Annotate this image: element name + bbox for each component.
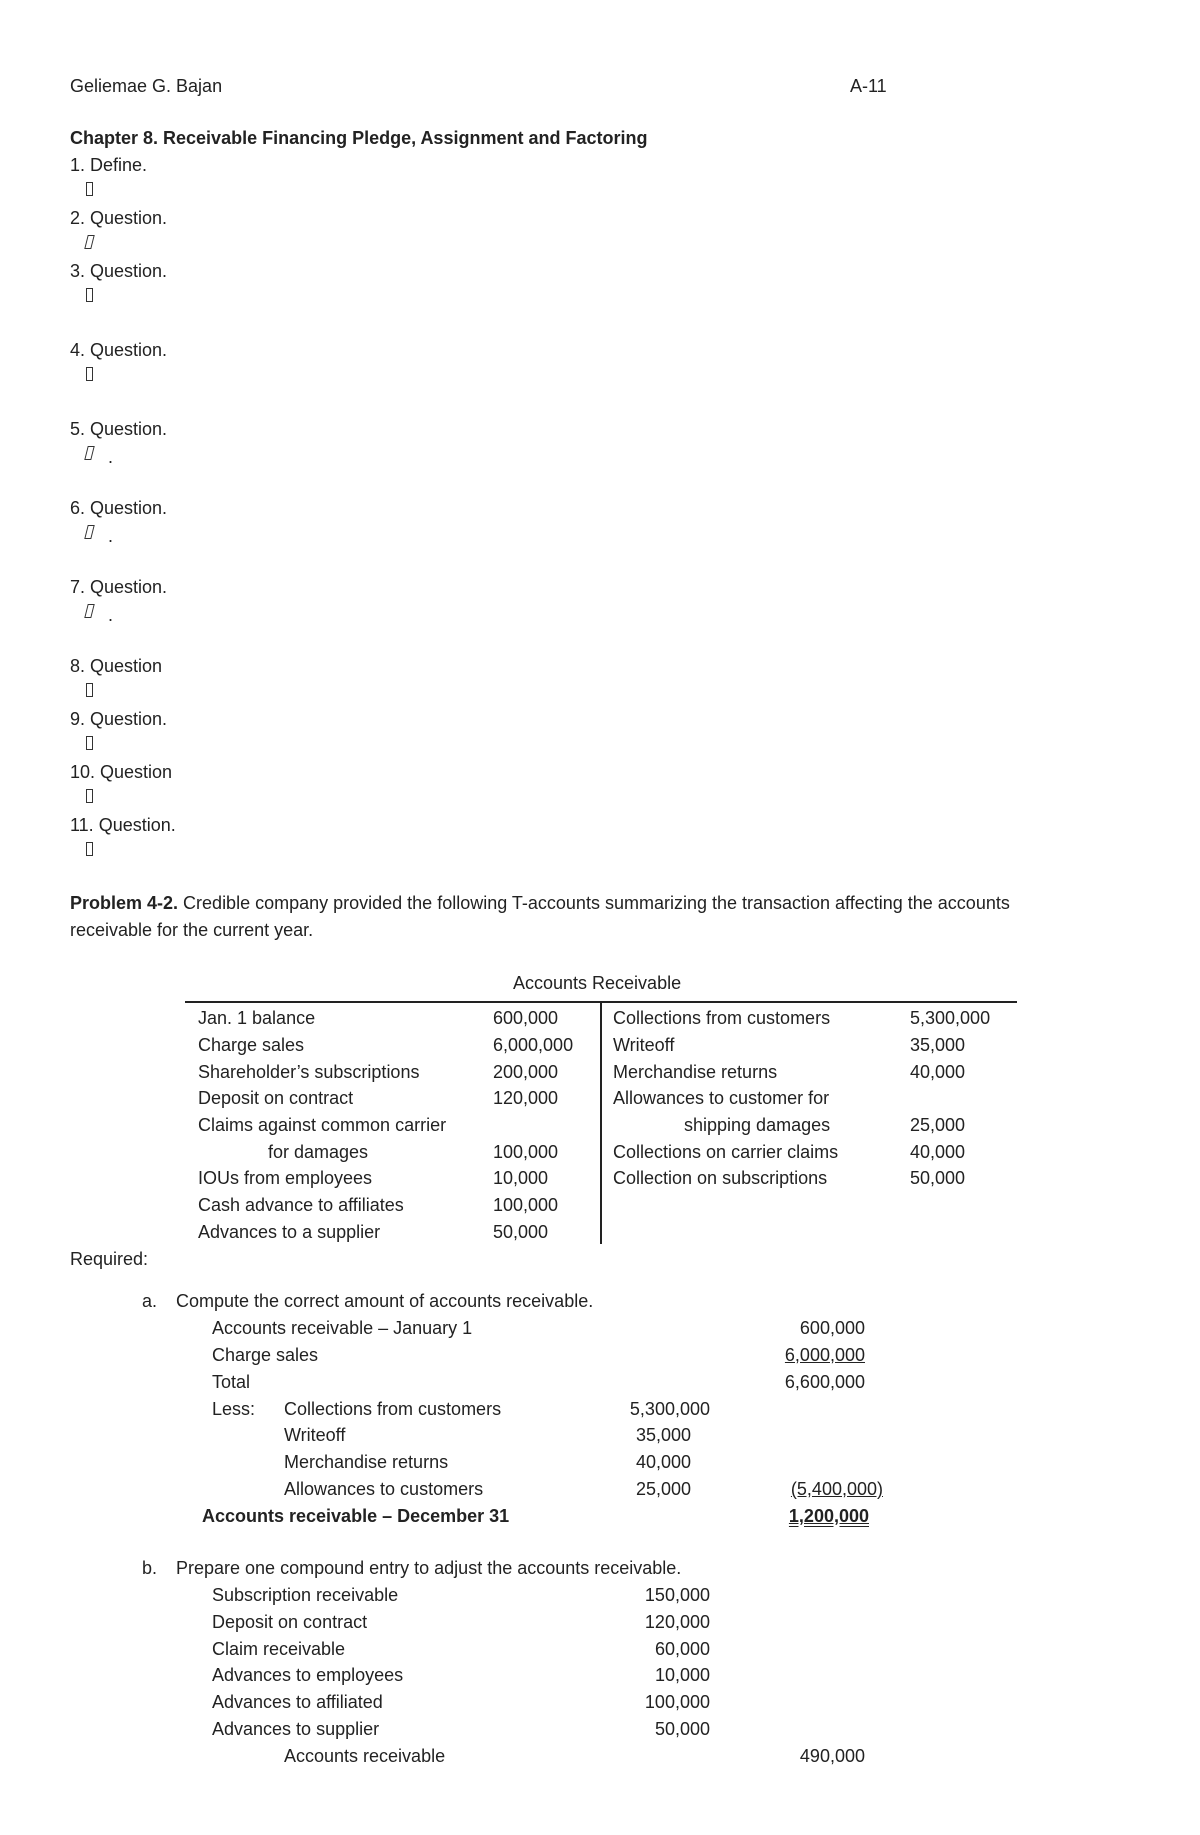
- problem-statement-line2: receivable for the current year.: [70, 920, 314, 940]
- question-7-label: 7. Question.: [70, 577, 168, 597]
- entry-debit-amount: 60,000: [654, 1639, 710, 1659]
- t-credit-label: Allowances to customer for: [613, 1088, 830, 1108]
- answer-bullet-icon: [86, 443, 93, 465]
- part-a-letter: a.: [142, 1291, 158, 1311]
- deduction-amount: 5,300,000: [629, 1399, 710, 1419]
- answer-bullet-icon: [86, 364, 93, 386]
- t-credit-label: Collections from customers: [613, 1008, 831, 1028]
- answer-bullet-icon: [86, 232, 93, 254]
- charge-sales-amount: 6,000,000: [784, 1345, 865, 1365]
- question-8-label: 8. Question: [70, 656, 163, 676]
- deduction-amount: 25,000: [636, 1479, 692, 1499]
- ar-jan-amount: 600,000: [799, 1318, 865, 1338]
- chapter-title: Chapter 8. Receivable Financing Pledge, Assignment and Factoring: [70, 128, 648, 148]
- entry-credit-label: Accounts receivable: [284, 1746, 446, 1766]
- deduction-amount: 35,000: [636, 1425, 692, 1445]
- answer-period: .: [108, 605, 114, 625]
- t-debit-label: Charge sales: [198, 1035, 305, 1055]
- t-debit-amount: 6,000,000: [493, 1035, 574, 1055]
- deduction-label: Writeoff: [284, 1425, 346, 1445]
- entry-debit-label: Claim receivable: [212, 1639, 346, 1659]
- answer-bullet-icon: [86, 839, 93, 861]
- problem-text: Credible company provided the following T-accounts summarizing the transaction affecting the accounts: [178, 893, 1010, 913]
- t-debit-label: Advances to a supplier: [198, 1222, 381, 1242]
- entry-debit-amount: 150,000: [644, 1585, 710, 1605]
- question-3-label: 3. Question.: [70, 261, 168, 281]
- t-account-title: Accounts Receivable: [513, 973, 682, 993]
- part-b-title: Prepare one compound entry to adjust the accounts receivable.: [176, 1558, 682, 1578]
- deduction-label: Merchandise returns: [284, 1452, 449, 1472]
- entry-debit-amount: 100,000: [644, 1692, 710, 1712]
- deduction-amount: 40,000: [636, 1452, 692, 1472]
- entry-credit-amount: 490,000: [799, 1746, 865, 1766]
- problem-label: Problem 4-2.: [70, 893, 179, 913]
- t-debit-label: for damages: [268, 1142, 369, 1162]
- t-debit-amount: 50,000: [493, 1222, 549, 1242]
- answer-bullet-icon: [86, 522, 93, 544]
- t-credit-amount: 5,300,000: [910, 1008, 991, 1028]
- charge-sales-label: Charge sales: [212, 1345, 319, 1365]
- t-debit-amount: 120,000: [493, 1088, 559, 1108]
- page-code: A-11: [850, 76, 887, 96]
- entry-debit-label: Subscription receivable: [212, 1585, 399, 1605]
- question-2-label: 2. Question.: [70, 208, 168, 228]
- t-debit-label: Deposit on contract: [198, 1088, 354, 1108]
- entry-debit-amount: 120,000: [644, 1612, 710, 1632]
- entry-debit-label: Advances to affiliated: [212, 1692, 383, 1712]
- t-debit-label: Jan. 1 balance: [198, 1008, 316, 1028]
- t-debit-label: IOUs from employees: [198, 1168, 373, 1188]
- t-credit-amount: 40,000: [910, 1142, 966, 1162]
- t-credit-amount: 35,000: [910, 1035, 966, 1055]
- t-debit-label: Shareholder’s subscriptions: [198, 1062, 420, 1082]
- t-credit-label: shipping damages: [684, 1115, 831, 1135]
- t-credit-label: Merchandise returns: [613, 1062, 778, 1082]
- ar-jan-label: Accounts receivable – January 1: [212, 1318, 473, 1338]
- entry-debit-label: Advances to employees: [212, 1665, 404, 1685]
- entry-debit-label: Deposit on contract: [212, 1612, 368, 1632]
- part-b-letter: b.: [142, 1558, 158, 1578]
- ar-dec-amount: 1,200,000: [788, 1506, 869, 1526]
- question-10-label: 10. Question: [70, 762, 173, 782]
- answer-bullet-icon: [86, 680, 93, 702]
- entry-debit-amount: 10,000: [654, 1665, 710, 1685]
- answer-bullet-icon: [86, 601, 93, 623]
- t-credit-label: Writeoff: [613, 1035, 675, 1055]
- total-amount: 6,600,000: [784, 1372, 865, 1392]
- t-debit-amount: 10,000: [493, 1168, 549, 1188]
- question-4-label: 4. Question.: [70, 340, 168, 360]
- question-9-label: 9. Question.: [70, 709, 168, 729]
- t-debit-label: Cash advance to affiliates: [198, 1195, 404, 1215]
- t-credit-amount: 40,000: [910, 1062, 966, 1082]
- author-name: Geliemae G. Bajan: [70, 76, 223, 96]
- t-account-vertical-rule: [600, 1001, 602, 1244]
- deduction-label: Allowances to customers: [284, 1479, 484, 1499]
- question-1-label: 1. Define.: [70, 155, 148, 175]
- ar-dec-label: Accounts receivable – December 31: [202, 1506, 510, 1526]
- answer-bullet-icon: [86, 786, 93, 808]
- answer-bullet-icon: [86, 179, 93, 201]
- deductions-total-amount: (5,400,000): [790, 1479, 883, 1499]
- answer-bullet-icon: [86, 285, 93, 307]
- problem-statement-line1: [70, 892, 1010, 914]
- question-6-label: 6. Question.: [70, 498, 168, 518]
- t-credit-amount: 50,000: [910, 1168, 966, 1188]
- entry-debit-amount: 50,000: [654, 1719, 710, 1739]
- less-label: Less:: [212, 1399, 256, 1419]
- answer-period: .: [108, 447, 114, 467]
- t-credit-amount: 25,000: [910, 1115, 966, 1135]
- deduction-label: Collections from customers: [284, 1399, 502, 1419]
- answer-bullet-icon: [86, 733, 93, 755]
- t-debit-amount: 200,000: [493, 1062, 559, 1082]
- t-debit-label: Claims against common carrier: [198, 1115, 447, 1135]
- t-credit-label: Collection on subscriptions: [613, 1168, 828, 1188]
- t-credit-label: Collections on carrier claims: [613, 1142, 839, 1162]
- t-debit-amount: 600,000: [493, 1008, 559, 1028]
- entry-debit-label: Advances to supplier: [212, 1719, 380, 1739]
- t-debit-amount: 100,000: [493, 1142, 559, 1162]
- t-debit-amount: 100,000: [493, 1195, 559, 1215]
- answer-period: .: [108, 526, 114, 546]
- question-5-label: 5. Question.: [70, 419, 168, 439]
- part-a-title: Compute the correct amount of accounts receivable.: [176, 1291, 594, 1311]
- question-11-label: 11. Question.: [70, 815, 176, 835]
- required-label: Required:: [70, 1249, 149, 1269]
- total-label: Total: [212, 1372, 251, 1392]
